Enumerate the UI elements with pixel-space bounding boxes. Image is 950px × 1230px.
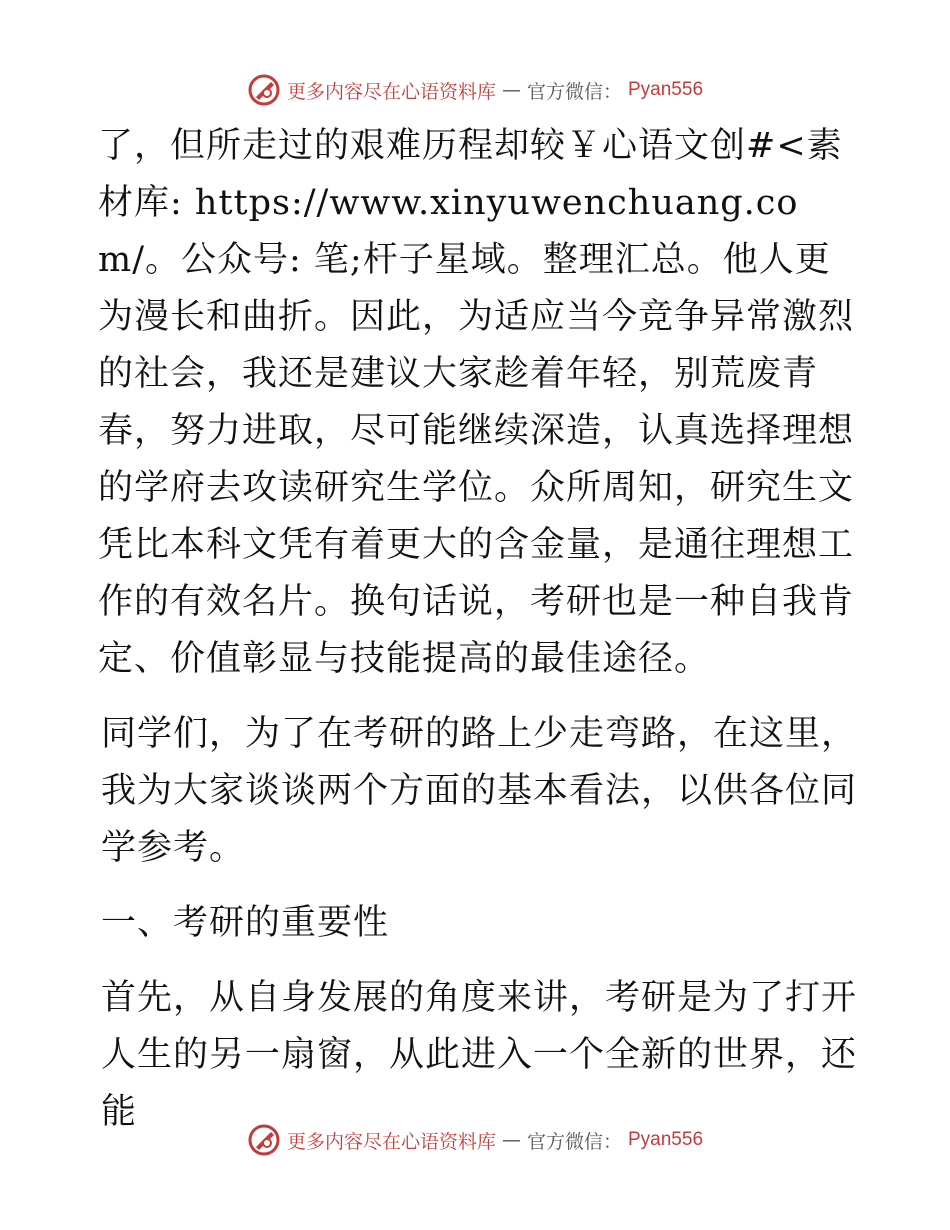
paragraph-students: 同学们，为了在考研的路上少走弯路，在这里，我为大家谈谈两个方面的基本看法，以供各位同学参考。 [101, 714, 858, 868]
footer-banner [0, 1120, 950, 1160]
banner-wechat-label: 官方微信： [526, 80, 622, 103]
document-body [98, 118, 858, 1159]
brush-seal-logo-icon [247, 73, 281, 107]
banner-wechat-id: Pyan556 [628, 79, 704, 100]
banner-promo-text: 更多内容尽在心语资料库 [286, 1130, 496, 1153]
banner-wechat-id: Pyan556 [628, 1129, 704, 1150]
paragraph-first: 首先，从自身发展的角度来讲，考研是为了打开人生的另一扇窗，从此进入一个全新的世界，还能 [101, 978, 858, 1132]
banner-separator: — [501, 79, 521, 101]
banner-promo-text: 更多内容尽在心语资料库 [286, 80, 496, 103]
section-heading: 一、考研的重要性 [101, 903, 390, 943]
banner-separator: — [501, 1129, 521, 1151]
header-banner [0, 70, 950, 110]
paragraph-intro: 了，但所走过的艰难历程却较￥心语文创#<素材库: https://www.xinyuwenchuang.com/。公众号: 笔;杆子星域。整理汇总。他人更为漫长和曲折。因此，为适应当今竞争异常激烈的社会，我还是建议大家趁着年轻，别荒废青春，努力进取，尽可能继续深造，认真选择理想的学府去攻读研究生学位。众所周知，研究生文凭比本科文凭有着更大的含金量，是通往理想工作的有效名片。换句话说，考研也是一种自我肯定、价值彰显与技能提高的最佳途径。 [98, 126, 855, 679]
brush-seal-logo-icon [247, 1123, 281, 1157]
banner-wechat-label: 官方微信： [526, 1130, 622, 1153]
